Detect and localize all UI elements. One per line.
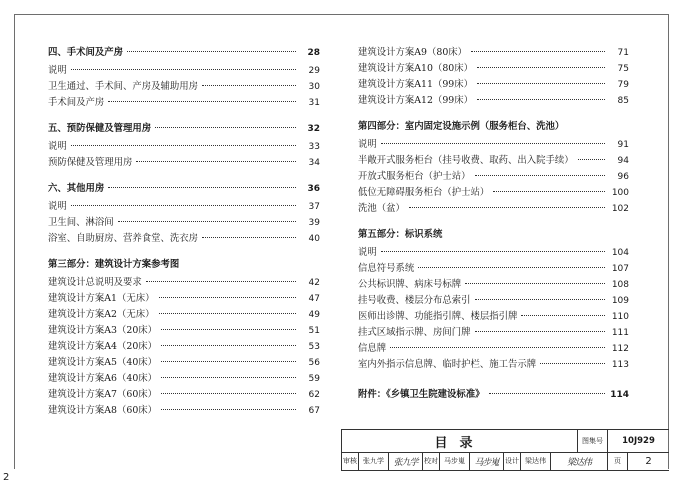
dot-leader xyxy=(127,51,296,52)
toc-entry xyxy=(358,356,629,372)
toc-entry-page: 67 xyxy=(308,406,320,416)
toc-entry-page: 36 xyxy=(307,184,320,194)
dot-leader xyxy=(578,159,605,160)
toc-entry xyxy=(48,274,320,290)
toc-entry-page: 111 xyxy=(611,328,629,338)
designer-name: 梁达伟 xyxy=(521,452,551,470)
toc-entry xyxy=(48,138,320,154)
toc-entry-page: 59 xyxy=(308,374,320,384)
toc-right-column xyxy=(358,44,629,404)
toc-entry xyxy=(48,322,320,338)
dot-leader xyxy=(475,175,605,176)
toc-entry xyxy=(358,76,629,92)
toc-entry xyxy=(358,136,629,152)
toc-entry xyxy=(48,94,320,110)
corner-page-number: 2 xyxy=(3,472,10,483)
toc-entry-label: 公共标识牌、病床号标牌 xyxy=(358,279,462,290)
dot-leader xyxy=(475,299,605,300)
toc-entry-label: 半敞开式服务柜台（挂号收费、取药、出入院手续） xyxy=(358,155,574,166)
dot-leader xyxy=(108,101,296,102)
toc-entry xyxy=(48,338,320,354)
toc-entry-page: 29 xyxy=(308,66,320,76)
toc-entry-label: 开放式服务柜台（护士站） xyxy=(358,171,471,182)
reviewer-signature-text: 张九学 xyxy=(393,457,418,468)
toc-entry-label: 建筑设计总说明及要求 xyxy=(48,277,142,288)
toc-entry-label: 第四部分：室内固定设施示例（服务柜台、洗池） xyxy=(358,121,565,132)
dot-leader xyxy=(202,237,296,238)
design-label: 设计 xyxy=(504,452,521,470)
review-label: 审核 xyxy=(342,452,359,470)
dot-leader xyxy=(161,329,296,330)
toc-entry-page: 75 xyxy=(617,64,629,74)
toc-entry-label: 六、其他用房 xyxy=(48,183,105,194)
toc-entry xyxy=(358,168,629,184)
toc-entry xyxy=(358,292,629,308)
toc-entry-label: 建筑设计方案A7（60床） xyxy=(48,389,158,400)
toc-entry-page: 102 xyxy=(611,204,629,214)
checker-signature xyxy=(470,452,504,470)
dot-leader xyxy=(477,83,605,84)
dot-leader xyxy=(477,67,605,68)
toc-entry-page: 56 xyxy=(308,358,320,368)
toc-entry xyxy=(358,60,629,76)
toc-entry-label: 附件：《乡镇卫生院建设标准》 xyxy=(358,389,485,400)
section-spacer xyxy=(48,110,320,120)
toc-entry-label: 浴室、自助厨房、营养食堂、洗衣房 xyxy=(48,233,199,244)
toc-entry-page: 31 xyxy=(308,98,320,108)
toc-entry-label: 说明 xyxy=(48,65,67,76)
toc-entry-page: 109 xyxy=(611,296,629,306)
title-block xyxy=(341,429,669,471)
toc-entry-label: 建筑设计方案A9（80床） xyxy=(358,47,468,58)
toc-entry-page: 112 xyxy=(611,344,629,354)
dot-leader xyxy=(489,393,605,394)
dot-leader xyxy=(381,251,605,252)
toc-entry xyxy=(48,78,320,94)
toc-entry-label: 建筑设计方案A6（40床） xyxy=(48,373,158,384)
reviewer-signature xyxy=(389,452,423,470)
toc-entry-page: 85 xyxy=(617,96,629,106)
toc-entry-page: 100 xyxy=(611,188,629,198)
toc-entry-label: 说明 xyxy=(48,141,67,152)
toc-entry-label: 第五部分：标识系统 xyxy=(358,229,443,240)
atlas-number: 10J929 xyxy=(622,436,655,446)
doc-title: 目录 xyxy=(434,435,485,451)
dot-leader xyxy=(71,69,296,70)
toc-entry-label: 卫生通过、手术间、产房及辅助用房 xyxy=(48,81,199,92)
toc-entry-page: 40 xyxy=(308,234,320,244)
toc-entry xyxy=(48,386,320,402)
toc-entry-page: 96 xyxy=(617,172,629,182)
toc-entry-label: 建筑设计方案A3（20床） xyxy=(48,325,158,336)
toc-entry-label: 挂号收费、楼层分布总索引 xyxy=(358,295,471,306)
toc-entry-label: 建筑设计方案A2（无床） xyxy=(48,309,155,320)
toc-entry-label: 第三部分：建筑设计方案参考图 xyxy=(48,259,180,270)
toc-entry-page: 34 xyxy=(308,158,320,168)
toc-entry-label: 五、预防保健及管理用房 xyxy=(48,123,152,134)
section-spacer xyxy=(48,246,320,256)
checker-name: 马步嵬 xyxy=(440,452,470,470)
section-spacer xyxy=(358,216,629,226)
dot-leader xyxy=(493,191,605,192)
toc-entry xyxy=(48,214,320,230)
toc-entry-label: 洗池（盆） xyxy=(358,203,405,214)
toc-entry-label: 建筑设计方案A1（无床） xyxy=(48,293,155,304)
toc-entry-page: 30 xyxy=(308,82,320,92)
dot-leader xyxy=(108,187,296,188)
dot-leader xyxy=(521,315,605,316)
toc-entry-page: 108 xyxy=(611,280,629,290)
dot-leader xyxy=(418,267,605,268)
toc-entry-page: 91 xyxy=(617,140,629,150)
toc-entry xyxy=(358,200,629,216)
dot-leader xyxy=(390,347,605,348)
toc-entry-label: 信息符号系统 xyxy=(358,263,415,274)
atlas-label: 图集号 xyxy=(578,430,608,452)
toc-entry xyxy=(48,354,320,370)
toc-entry xyxy=(358,324,629,340)
toc-entry xyxy=(358,276,629,292)
toc-entry-label: 预防保健及管理用房 xyxy=(48,157,133,168)
dot-leader xyxy=(71,145,296,146)
designer-signature xyxy=(551,452,608,470)
toc-entry-label: 说明 xyxy=(358,247,377,258)
toc-entry xyxy=(48,198,320,214)
check-label: 校对 xyxy=(423,452,440,470)
checker-signature-text: 马步嵬 xyxy=(474,457,499,468)
dot-leader xyxy=(475,331,605,332)
section-spacer xyxy=(358,108,629,118)
toc-entry-page: 79 xyxy=(617,80,629,90)
toc-entry-page: 49 xyxy=(308,310,320,320)
dot-leader xyxy=(161,361,296,362)
dot-leader xyxy=(409,207,605,208)
dot-leader xyxy=(118,221,296,222)
dot-leader xyxy=(161,345,296,346)
toc-entry-label: 建筑设计方案A4（20床） xyxy=(48,341,158,352)
dot-leader xyxy=(465,283,605,284)
toc-entry xyxy=(48,402,320,418)
toc-entry-label: 说明 xyxy=(358,139,377,150)
toc-entry-page: 39 xyxy=(308,218,320,228)
dot-leader xyxy=(155,127,296,128)
toc-section-heading xyxy=(358,118,629,136)
toc-section-heading xyxy=(48,180,320,198)
designer-signature-text: 梁达伟 xyxy=(566,457,591,468)
toc-section-heading xyxy=(48,256,320,274)
toc-entry-label: 建筑设计方案A12（99床） xyxy=(358,95,474,106)
dot-leader xyxy=(146,281,296,282)
dot-leader xyxy=(71,205,296,206)
dot-leader xyxy=(159,313,297,314)
toc-entry xyxy=(48,154,320,170)
toc-entry xyxy=(358,92,629,108)
section-spacer xyxy=(48,170,320,180)
toc-entry xyxy=(48,306,320,322)
dot-leader xyxy=(136,161,296,162)
dot-leader xyxy=(159,297,297,298)
toc-entry-label: 低位无障碍服务柜台（护士站） xyxy=(358,187,490,198)
toc-entry-page: 114 xyxy=(610,390,629,400)
toc-entry xyxy=(358,260,629,276)
dot-leader xyxy=(161,377,296,378)
toc-entry-label: 建筑设计方案A11（99床） xyxy=(358,79,474,90)
toc-entry-label: 医师出诊牌、功能指引牌、楼层指引牌 xyxy=(358,311,518,322)
toc-entry xyxy=(48,290,320,306)
toc-left-column xyxy=(48,44,320,418)
toc-entry-page: 53 xyxy=(308,342,320,352)
dot-leader xyxy=(161,409,296,410)
toc-entry-page: 94 xyxy=(617,156,629,166)
toc-entry-label: 手术间及产房 xyxy=(48,97,105,108)
toc-section-heading xyxy=(48,44,320,62)
toc-entry-page: 104 xyxy=(611,248,629,258)
toc-entry-label: 说明 xyxy=(48,201,67,212)
toc-entry xyxy=(358,184,629,200)
toc-section-heading xyxy=(48,120,320,138)
toc-entry xyxy=(48,62,320,78)
toc-entry xyxy=(358,340,629,356)
reviewer-name: 张九学 xyxy=(359,452,389,470)
toc-entry-page: 107 xyxy=(611,264,629,274)
toc-section-heading xyxy=(358,386,629,404)
toc-entry xyxy=(48,230,320,246)
section-spacer xyxy=(358,372,629,386)
dot-leader xyxy=(381,143,605,144)
dot-leader xyxy=(540,363,605,364)
page-label: 页 xyxy=(608,452,628,470)
toc-entry-label: 建筑设计方案A5（40床） xyxy=(48,357,158,368)
toc-entry-label: 四、手术间及产房 xyxy=(48,47,124,58)
toc-entry-page: 47 xyxy=(308,294,320,304)
toc-entry-label: 建筑设计方案A8（60床） xyxy=(48,405,158,416)
toc-entry-page: 71 xyxy=(617,48,629,58)
toc-entry-label: 信息牌 xyxy=(358,343,387,354)
toc-entry-label: 挂式区域指示牌、房间门牌 xyxy=(358,327,471,338)
toc-entry xyxy=(358,244,629,260)
toc-entry-page: 28 xyxy=(307,48,320,58)
page-number: 2 xyxy=(645,455,652,467)
toc-entry-page: 110 xyxy=(611,312,629,322)
dot-leader xyxy=(161,393,296,394)
toc-entry xyxy=(358,308,629,324)
doc-title-cell xyxy=(342,430,578,452)
toc-entry-page: 42 xyxy=(308,278,320,288)
toc-entry-label: 卫生间、淋浴间 xyxy=(48,217,114,228)
toc-entry-label: 建筑设计方案A10（80床） xyxy=(358,63,474,74)
toc-entry-page: 33 xyxy=(308,142,320,152)
toc-entry xyxy=(48,370,320,386)
toc-entry-page: 113 xyxy=(611,360,629,370)
dot-leader xyxy=(471,51,605,52)
toc-entry xyxy=(358,152,629,168)
toc-entry xyxy=(358,44,629,60)
toc-section-heading xyxy=(358,226,629,244)
toc-entry-page: 51 xyxy=(308,326,320,336)
toc-entry-label: 室内外指示信息牌、临时护栏、施工告示牌 xyxy=(358,359,537,370)
toc-entry-page: 37 xyxy=(308,202,320,212)
toc-entry-page: 62 xyxy=(308,390,320,400)
toc-entry-page: 32 xyxy=(307,124,320,134)
dot-leader xyxy=(202,85,296,86)
dot-leader xyxy=(477,99,605,100)
